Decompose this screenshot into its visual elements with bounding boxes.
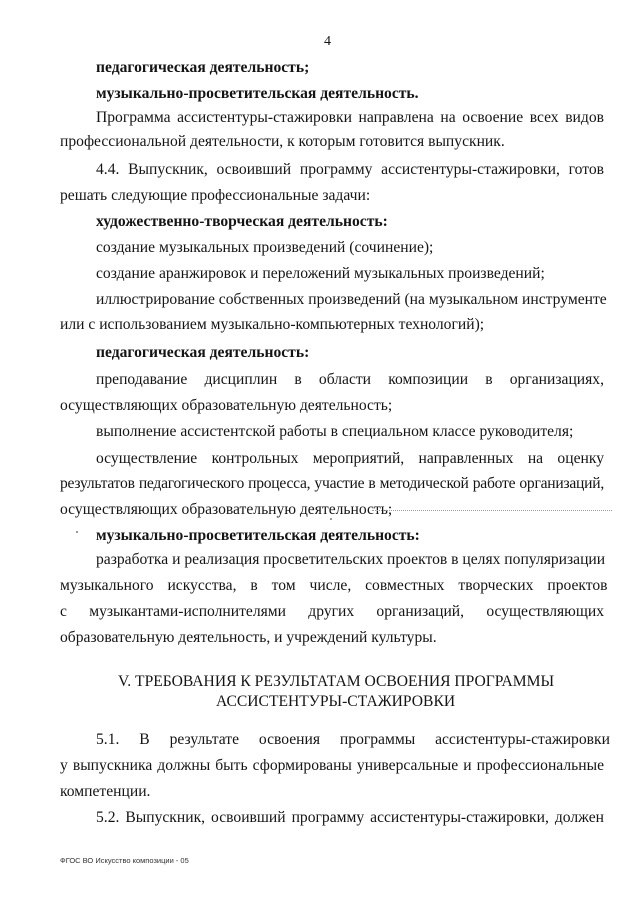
task-item: выполнение ассистентской работы в специальном классе руководителя; xyxy=(96,423,574,440)
pedagogical-activity-title: педагогическая деятельность; xyxy=(96,59,310,76)
task-item: преподавание дисциплин в области композиции в организациях, xyxy=(96,371,604,388)
page-number: 4 xyxy=(324,34,331,49)
task-item: осуществление контрольных мероприятий, направленных на оценку xyxy=(96,450,604,467)
scan-artifact xyxy=(330,518,332,520)
section-heading: АССИСТЕНТУРЫ-СТАЖИРОВКИ xyxy=(216,693,456,710)
section-heading: V. ТРЕБОВАНИЯ К РЕЗУЛЬТАТАМ ОСВОЕНИЯ ПРОГРАММЫ xyxy=(118,673,555,690)
task-item: осуществляющих образовательную деятельность; xyxy=(60,501,393,518)
paragraph-line: профессиональной деятельности, к которым готовится выпускник. xyxy=(60,133,505,150)
task-item: создание аранжировок и переложений музыкальных произведений; xyxy=(96,265,545,282)
clause-text: компетенции. xyxy=(60,783,151,800)
document-footer: ФГОС ВО Искусство композиции - 05 xyxy=(60,856,189,865)
task-item: осуществляющих образовательную деятельность; xyxy=(60,397,393,414)
task-item: иллюстрирование собственных произведений (на музыкальном инструменте xyxy=(96,291,607,308)
task-item: результатов педагогического процесса, участие в методической работе организаций, xyxy=(60,475,604,492)
clause-text: 5.2. Выпускник, освоивший программу ассистентуры-стажировки, должен xyxy=(96,809,604,826)
paragraph-line: 4.4. Выпускник, освоивший программу ассистентуры-стажировки, готов xyxy=(96,161,604,178)
task-item: музыкального искусства, в том числе, совместных творческих проектов xyxy=(60,577,608,594)
clause-text: 5.1. В результате освоения программы ассистентуры-стажировки xyxy=(96,731,610,748)
clause-text: у выпускника должны быть сформированы универсальные и профессиональные xyxy=(60,757,604,774)
task-item: или с использованием музыкально-компьютерных технологий); xyxy=(60,316,485,333)
paragraph-line: решать следующие профессиональные задачи: xyxy=(60,187,371,204)
scan-artifact xyxy=(76,531,78,533)
task-item: с музыкантами-исполнителями других организаций, осуществляющих xyxy=(60,603,604,620)
musical-educational-activity-title: музыкально-просветительская деятельность: xyxy=(96,527,420,544)
musical-educational-activity-title: музыкально-просветительская деятельность. xyxy=(96,85,419,102)
task-item: создание музыкальных произведений (сочинение); xyxy=(96,239,434,256)
task-item: разработка и реализация просветительских проектов в целях популяризации xyxy=(96,551,606,568)
paragraph-text: Программа ассистентуры-стажировки направлена на освоение всех видов xyxy=(96,109,604,126)
paragraph-line xyxy=(96,108,604,128)
artistic-activity-title: художественно-творческая деятельность: xyxy=(96,213,388,230)
task-item: образовательную деятельность, и учреждений культуры. xyxy=(60,629,437,646)
scan-artifact xyxy=(372,510,612,512)
pedagogical-activity-title: педагогическая деятельность: xyxy=(96,344,310,361)
